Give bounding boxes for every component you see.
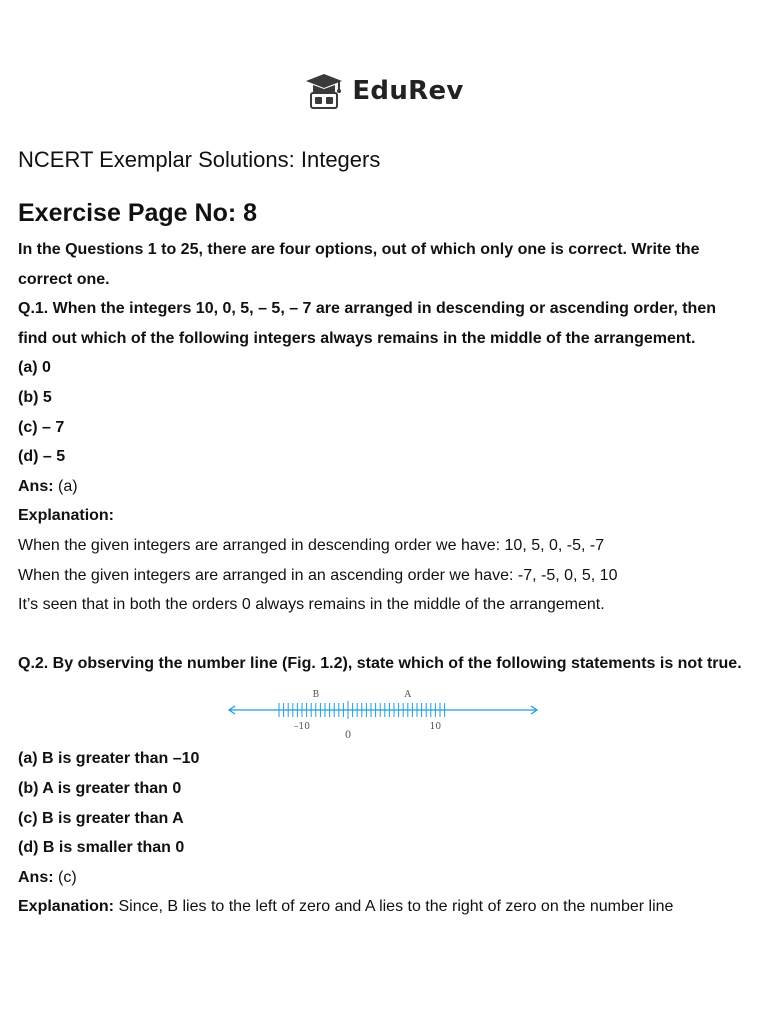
instructions: In the Questions 1 to 25, there are four options, out of which only one is correct. Write the correct one. [18, 241, 700, 288]
q1-option-c: (c) – 7 [18, 418, 65, 436]
number-line-figure [18, 686, 748, 742]
q1-explanation-label: Explanation: [18, 507, 115, 525]
answer-value: (a) [53, 477, 78, 495]
question-2: Q.2. By observing the number line (Fig. 1.2), state which of the following statements is not true. [18, 654, 742, 672]
explanation-text: Since, B lies to the left of zero and A lies to the right of zero on the number line [114, 898, 674, 916]
q1-explanation-line: When the given integers are arranged in an ascending order we have: -7, -5, 0, 5, 10 [18, 566, 618, 584]
brand-name: EduRev [352, 76, 464, 106]
edurev-logo [0, 72, 768, 110]
q1-answer [18, 472, 748, 502]
q1-explanation-line: When the given integers are arranged in descending order we have: 10, 5, 0, -5, -7 [18, 536, 605, 554]
point-a-label: A [404, 690, 412, 701]
document-title: NCERT Exemplar Solutions: Integers [18, 147, 381, 172]
q2-option-c: (c) B is greater than A [18, 809, 184, 827]
spacer [18, 620, 748, 649]
answer-label: Ans: [18, 477, 54, 495]
q1-option-a: (a) 0 [18, 359, 51, 377]
graduation-cap-icon [304, 72, 344, 110]
question-1: Q.1. When the integers 10, 0, 5, – 5, – 7 are arranged in descending or ascending order, then find out which of the following integers always remains in the middle of the arrangement. [18, 300, 716, 347]
answer-value: (c) [53, 868, 77, 886]
q2-option-b: (b) A is greater than 0 [18, 779, 182, 797]
answer-label: Ans: [18, 868, 54, 886]
point-b-label: B [312, 690, 320, 701]
explanation-label: Explanation: [18, 898, 115, 916]
document-content [18, 140, 748, 922]
q2-explanation [18, 892, 748, 922]
q2-option-a: (a) B is greater than –10 [18, 750, 200, 768]
q1-option-d: (d) – 5 [18, 448, 66, 466]
q1-option-b: (b) 5 [18, 388, 52, 406]
q2-answer [18, 863, 748, 893]
exercise-heading: Exercise Page No: 8 [18, 199, 258, 227]
q1-explanation-line: It’s seen that in both the orders 0 always remains in the middle of the arrangement. [18, 596, 605, 614]
tick-label-minus-10: –10 [294, 722, 310, 733]
tick-label-0: 0 [344, 730, 352, 742]
number-line [223, 686, 543, 742]
q2-option-d: (d) B is smaller than 0 [18, 839, 185, 857]
tick-label-10: 10 [429, 722, 442, 733]
